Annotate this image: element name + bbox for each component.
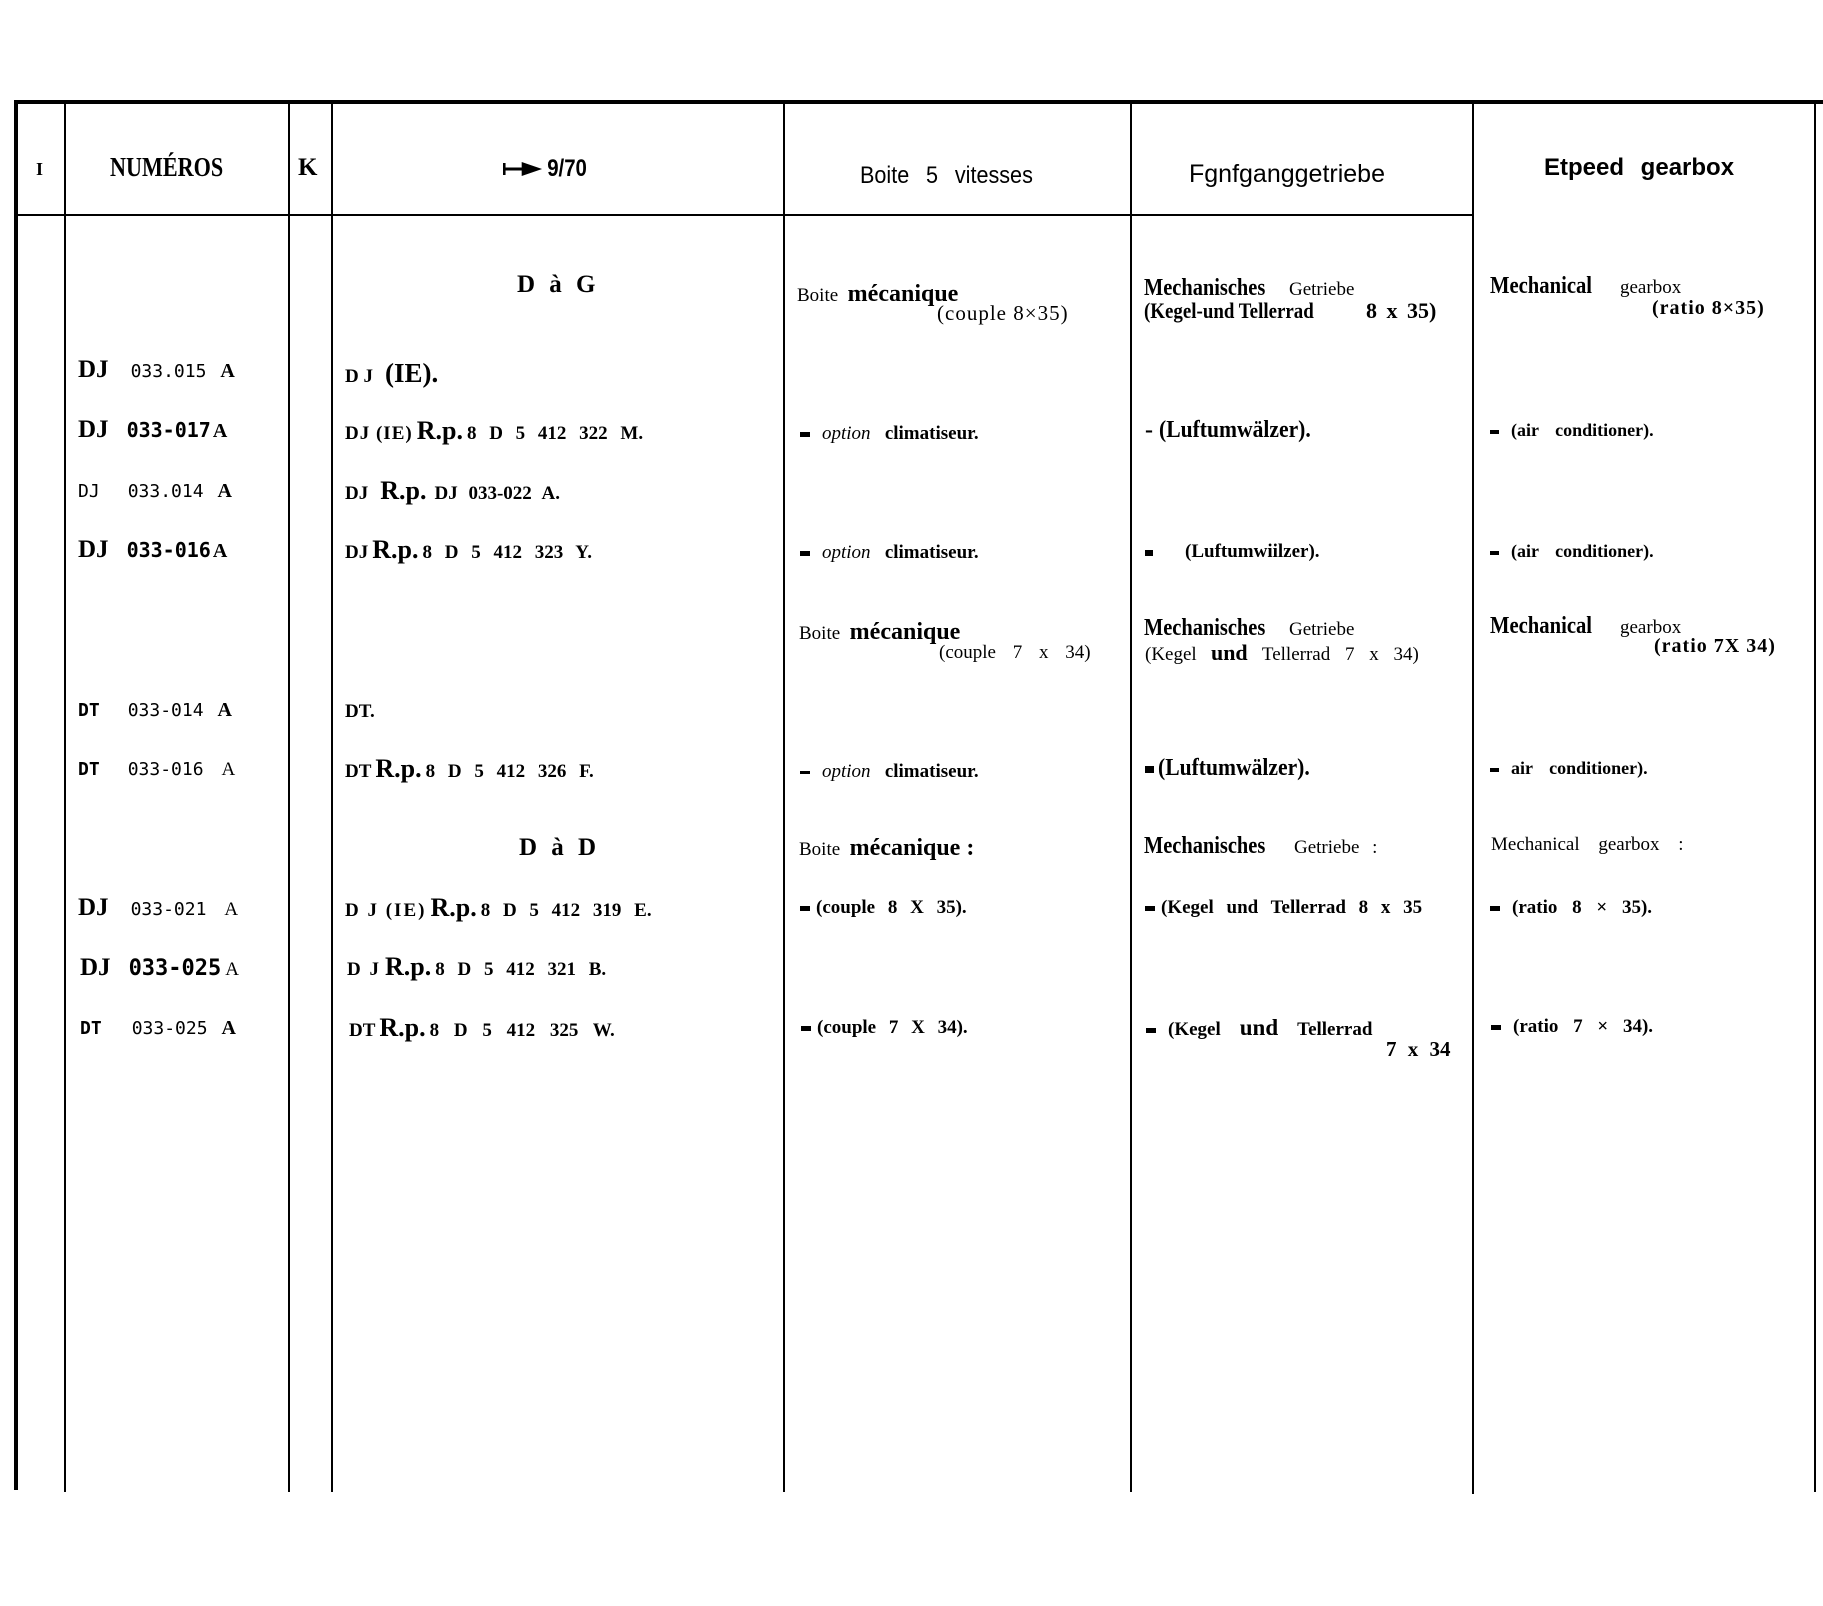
row-7-number: DJ 033-025 A	[80, 954, 240, 981]
dash-icon	[1145, 550, 1153, 556]
g3-fr-heading: Boite mécanique :	[799, 835, 975, 861]
g1-de-heading: Mechanisches Getriebe	[1144, 275, 1355, 301]
section-title-dag: D à G	[517, 271, 600, 298]
row-6-number: DJ 033-021 A	[78, 894, 239, 921]
g2-en-heading: Mechanical gearbox	[1490, 613, 1682, 639]
row-1-number: DJ 033-017 A	[78, 416, 228, 443]
row-1-fr: option climatiseur.	[800, 424, 979, 443]
g2-fr-couple: (couple 7 x 34)	[939, 642, 1091, 663]
col-rule-6	[1472, 102, 1474, 1494]
table-top-rule	[14, 100, 1823, 104]
row-5-number: DT 033-016 A	[78, 759, 236, 780]
row-5-desc: DT R.p. 8 D 5 412 326 F.	[345, 754, 594, 783]
row-0-desc: D J (IE).	[345, 358, 439, 388]
col-rule-4	[783, 102, 785, 1492]
col-rule-left	[14, 102, 18, 1490]
col-rule-right	[1814, 102, 1816, 1492]
section-title-dad: D à D	[519, 834, 601, 861]
row-2-number: DJ 033.014 A	[78, 480, 232, 502]
row-8-fr: (couple 7 X 34).	[801, 1018, 968, 1037]
dash-icon	[800, 906, 810, 911]
dash-icon	[1146, 1028, 1156, 1033]
g1-en-heading: Mechanical gearbox	[1490, 273, 1682, 299]
row-8-en: (ratio 7 × 34).	[1491, 1017, 1653, 1036]
row-2-desc: DJ R.p. DJ 033-022 A.	[345, 476, 560, 505]
header-col-k: K	[298, 154, 318, 181]
row-1-desc: DJ (IE) R.p. 8 D 5 412 322 M.	[345, 416, 644, 445]
row-1-de: - (Luftumwälzer).	[1145, 417, 1311, 443]
header-bottom-rule	[14, 214, 1474, 216]
col-rule-5	[1130, 102, 1132, 1492]
row-1-en: (air conditioner).	[1490, 421, 1654, 439]
g1-fr-couple: (couple 8×35)	[937, 301, 1069, 325]
row-8-de: (Kegel und Tellerrad	[1146, 1016, 1372, 1039]
g2-de-heading: Mechanisches Getriebe	[1144, 615, 1355, 641]
g1-en-ratio: (ratio 8×35)	[1652, 297, 1765, 319]
row-4-number: DT 033-014 A	[78, 699, 232, 721]
header-col-date	[503, 157, 587, 182]
dash-icon	[1145, 906, 1155, 911]
header-col-en: Etpeed gearbox	[1544, 154, 1735, 181]
row-3-number: DJ 033-016 A	[78, 536, 228, 563]
g2-de-kegel: (Kegel und Tellerrad 7 x 34)	[1145, 640, 1419, 665]
g2-en-ratio: (ratio 7X 34)	[1654, 635, 1776, 657]
col-rule-3	[331, 102, 333, 1492]
row-8-de-ratio: 7 x 34	[1386, 1037, 1451, 1061]
row-5-en: air conditioner).	[1490, 759, 1648, 777]
g3-de-heading: Mechanisches Getriebe :	[1144, 833, 1378, 859]
col-rule-2	[288, 102, 290, 1492]
row-0-number: DJ 033.015 A	[78, 356, 235, 383]
row-8-desc: DT R.p. 8 D 5 412 325 W.	[349, 1013, 615, 1042]
dash-icon	[1145, 766, 1154, 773]
row-7-desc: D J R.p. 8 D 5 412 321 B.	[347, 952, 607, 981]
dash-icon	[1490, 906, 1500, 911]
row-3-de: (Luftumwiilzer).	[1145, 542, 1320, 561]
header-col-numeros: NUMÉROS	[110, 152, 224, 182]
g3-en-heading: Mechanical gearbox :	[1491, 834, 1684, 855]
row-8-number: DT 033-025 A	[80, 1017, 236, 1039]
header-date-label: 9/70	[547, 155, 587, 182]
dash-icon	[800, 551, 810, 556]
g1-de-kegel: (Kegel-und Tellerrad 8 x 35)	[1144, 298, 1437, 323]
dash-icon	[1490, 430, 1499, 434]
header-col-fr: Boite 5 vitesses	[860, 162, 1033, 189]
dash-icon	[1490, 551, 1499, 555]
header-col-de: Fgnfganggetriebe	[1189, 160, 1385, 188]
arrow-icon	[503, 158, 542, 182]
row-6-en: (ratio 8 × 35).	[1490, 898, 1652, 917]
g2-fr-heading: Boite mécanique	[799, 619, 961, 645]
row-3-desc: DJ R.p. 8 D 5 412 323 Y.	[345, 535, 592, 564]
row-4-desc: DT.	[345, 701, 375, 722]
dash-icon	[1490, 768, 1499, 772]
row-3-en: (air conditioner).	[1490, 542, 1654, 560]
header-col-i: I	[36, 159, 44, 179]
dash-icon	[800, 432, 810, 437]
row-3-fr: option climatiseur.	[800, 543, 979, 562]
row-6-desc: D J (IE) R.p. 8 D 5 412 319 E.	[345, 893, 652, 922]
dash-icon	[801, 1026, 811, 1031]
row-6-fr: (couple 8 X 35).	[800, 898, 967, 917]
dash-icon	[800, 771, 810, 774]
row-5-fr: option climatiseur.	[800, 762, 979, 781]
dash-icon	[1491, 1025, 1501, 1030]
row-6-de: (Kegel und Tellerrad 8 x 35	[1145, 898, 1422, 917]
g1-fr-heading: Boite mécanique	[797, 281, 959, 307]
row-5-de: (Luftumwälzer).	[1145, 756, 1327, 780]
col-rule-1	[64, 102, 66, 1492]
